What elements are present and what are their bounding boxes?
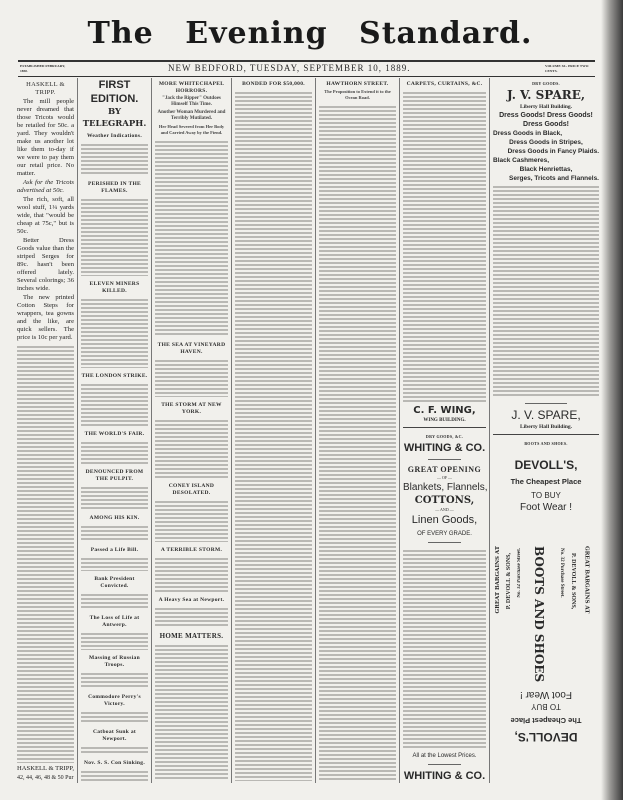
devoll-ad [493, 448, 599, 783]
article-body-text [319, 105, 396, 781]
news-heading: A TERRIBLE STORM. [160, 547, 223, 554]
whiting-name: WHITING & CO. [403, 442, 486, 454]
devoll-name: DEVOLL'S, [514, 458, 578, 472]
article-body-text [403, 91, 486, 402]
inverted-block [493, 688, 599, 748]
news-heading: THE LONDON STRIKE. [81, 372, 148, 379]
spare-building-footer: Liberty Hall Building. [519, 424, 573, 430]
ad-paragraph: The mill people never dreamed that those Tricots would be retailed for 50c. a yard. They wouldn't make us another lot like them to-day if we were to pay them our retail price. No matter. [17, 98, 74, 177]
news-heading: THE STORM AT NEW YORK. [161, 402, 222, 416]
article-body-text [155, 557, 228, 591]
ad-line: Dress Goods in Stripes, [509, 139, 583, 146]
section-heading: CARPETS, CURTAINS, &C. [406, 81, 483, 87]
ad-line: Serges, Tricots and Flannels. [509, 175, 599, 182]
news-heading: CONEY ISLAND DESOLATED. [168, 482, 215, 496]
page-edge-shadow [601, 0, 623, 800]
article-body-text [81, 525, 148, 542]
foot-wear: Foot Wear ! [519, 502, 573, 513]
article-body-text [81, 672, 148, 689]
divider [428, 764, 461, 765]
article-body-text [81, 711, 148, 724]
divider [428, 542, 461, 543]
news-heading: ELEVEN MINERS KILLED. [89, 281, 140, 295]
great-bargains-left: GREAT BARGAINS AT [495, 546, 501, 614]
news-heading: Nov. S. S. Con Sinking. [83, 759, 145, 766]
ad-paragraph: The new printed Cotton Steps for wrappers, tea gowns and the like, are quick sellers. The price is 10c per yard. [17, 294, 74, 341]
news-subheading: Another Woman Murdered and Terribly Mutilated. [157, 110, 226, 121]
news-heading: THE SEA AT VINEYARD HAVEN. [157, 341, 226, 355]
and-label: — AND — [435, 507, 454, 512]
lowest-prices: All at the Lowest Prices. [412, 753, 477, 759]
article-body-text [155, 500, 228, 543]
article-body-text [403, 549, 486, 750]
masthead-rule [18, 60, 595, 62]
street-right: No. 32 Purchase Street. [559, 548, 564, 598]
ad-paragraph: Ask for the Tricots advertised at 50c. [17, 179, 74, 194]
spare-building: Liberty Hall Building. [519, 104, 573, 110]
news-heading: Bank President Convicted. [94, 576, 135, 590]
section-heading: BOOTS AND SHOES. [524, 441, 568, 446]
blankets-flannels: Blankets, Flannels, [403, 482, 488, 493]
cheapest-place-inverted: The Cheapest Place [510, 716, 582, 725]
ad-body-text [17, 345, 74, 763]
volume-note: VOLUME XL. PRICE TWO CENTS. [545, 64, 589, 73]
spare-name: J. V. SPARE, [506, 88, 586, 102]
ad-heading: HASKELL & TRIPP. [26, 81, 65, 96]
dateline [18, 63, 595, 75]
news-heading: Massing of Russian Troops. [89, 654, 140, 668]
article-body-text [81, 632, 148, 649]
established-note: ESTABLISHED FEBRUARY, 1850. [20, 64, 66, 73]
article-body-text [155, 359, 228, 398]
great-opening: GREAT OPENING [407, 465, 482, 474]
news-heading: The Loss of Life at Antwerp. [89, 615, 140, 629]
cheapest-place: The Cheapest Place [510, 477, 582, 486]
ad-line: Dress Goods in Fancy Plaids. [507, 148, 599, 155]
section-heading: DRY GOODS, &C. [425, 434, 464, 439]
ad-line: Dress Goods! [523, 121, 569, 128]
news-heading: A Heavy Sea at Newport. [158, 596, 225, 603]
ad-paragraph: The rich, soft, all wool stuff, 1¼ yards wide, that "would be cheap at 75c," but is 50c. [17, 196, 74, 235]
article-body-text [81, 770, 148, 781]
ad-line: Black Henriettas, [519, 166, 573, 173]
divider [525, 403, 567, 404]
article-body-text [81, 486, 148, 510]
masthead-title: The Evening Standard. [87, 16, 533, 51]
article-body-text [81, 441, 148, 465]
date: NEW BEDFORD, TUESDAY, SEPTEMBER 10, 1889. [168, 63, 411, 73]
article-body-text [235, 91, 312, 781]
article-body-text [155, 140, 228, 337]
wing-building: WING BUILDING. [423, 418, 466, 423]
news-subheading: "Jack the Ripper" Outdoes Himself This Time. [162, 96, 221, 107]
to-buy-inverted: TO BUY [531, 702, 561, 711]
news-subheading: The Proposition to Extend it to the Ocean Road. [324, 89, 391, 100]
ad-line: Black Cashmeres, [493, 157, 550, 164]
linen-goods: Linen Goods, [411, 514, 478, 526]
article-body-text [81, 557, 148, 571]
of-label: — OF — [436, 475, 453, 480]
news-heading: Passed a Life Bill. [90, 547, 139, 554]
spare-name-footer: J. V. SPARE, [511, 408, 581, 422]
ad-address: 42, 44, 46, 48 & 50 Pur [17, 775, 74, 781]
news-heading: AMONG HIS KIN. [89, 514, 140, 521]
article-body-text [81, 298, 148, 367]
article-body-text [493, 185, 599, 397]
news-heading: THE WORLD'S FAIR. [84, 430, 145, 437]
ad-footer: HASKELL & TRIPP, [17, 765, 74, 772]
foot-wear-inverted: Foot Wear ! [519, 689, 573, 700]
boots-and-shoes: BOOTS AND SHOES [532, 546, 546, 683]
news-heading: HOME MATTERS. [159, 632, 224, 641]
news-heading: DENOUNCED FROM THE PULPIT. [85, 469, 144, 483]
dateline-rule [18, 76, 595, 77]
great-bargains-right: GREAT BARGAINS AT [583, 546, 590, 614]
column-spare-devoll [490, 78, 602, 783]
divider [428, 459, 461, 460]
article-body-text [155, 419, 228, 477]
article-body-text [155, 644, 228, 781]
first-edition-title: FIRST EDITION. [90, 79, 139, 105]
column-hawthorn [316, 78, 400, 783]
every-grade: OF EVERY GRADE. [417, 531, 472, 537]
ad-line: Dress Goods! Dress Goods! [499, 112, 593, 119]
article-body-text [81, 593, 148, 610]
street-left: No. 32 Purchase Street. [517, 548, 522, 598]
column-bonded [232, 78, 316, 783]
to-buy: TO BUY [531, 491, 561, 500]
devoll-name-inverted: DEVOLL'S, [514, 730, 578, 744]
news-heading: HAWTHORN STREET. [326, 81, 389, 87]
news-subheading: Her Head Severed from Her Body and Carried Away by the Fiend. [158, 124, 225, 135]
column-first-edition [78, 78, 152, 783]
ad-paragraph: Better Dress Goods value than the striped Serges for 89c. hasn't been offered lately. Several colorings; 36 inches wide. [17, 237, 74, 292]
column-ads-wing-whiting [400, 78, 490, 783]
wing-name: C. F. WING, [413, 405, 476, 416]
column-whitechapel [152, 78, 232, 783]
news-heading: Catboat Sunk at Newport. [92, 728, 136, 742]
news-heading: Commodore Perry's Victory. [88, 694, 141, 707]
ad-line: Dress Goods in Black, [493, 130, 562, 137]
article-body-text [81, 143, 148, 176]
news-heading: MORE WHITECHAPEL HORRORS. [158, 81, 225, 94]
whiting-name-footer: WHITING & CO. [403, 770, 486, 782]
devoll-firm-left: P. DEVOLL & SONS, [506, 553, 512, 610]
news-heading: BONDED FOR $50,000. [242, 81, 305, 87]
news-heading: PERISHED IN THE FLAMES. [88, 180, 141, 194]
section-heading: DRY GOODS. [532, 81, 560, 86]
article-body-text [81, 198, 148, 277]
column-haskell-tripp [14, 78, 78, 783]
article-body-text [81, 383, 148, 426]
by-telegraph: BY TELEGRAPH. [82, 107, 147, 129]
devoll-firm-right: P. DEVOLL & SONS, [570, 553, 576, 610]
cottons: COTTONS, [414, 495, 475, 506]
article-body-text [155, 607, 228, 628]
news-heading: Weather Indications. [86, 133, 143, 139]
article-body-text [81, 746, 148, 755]
